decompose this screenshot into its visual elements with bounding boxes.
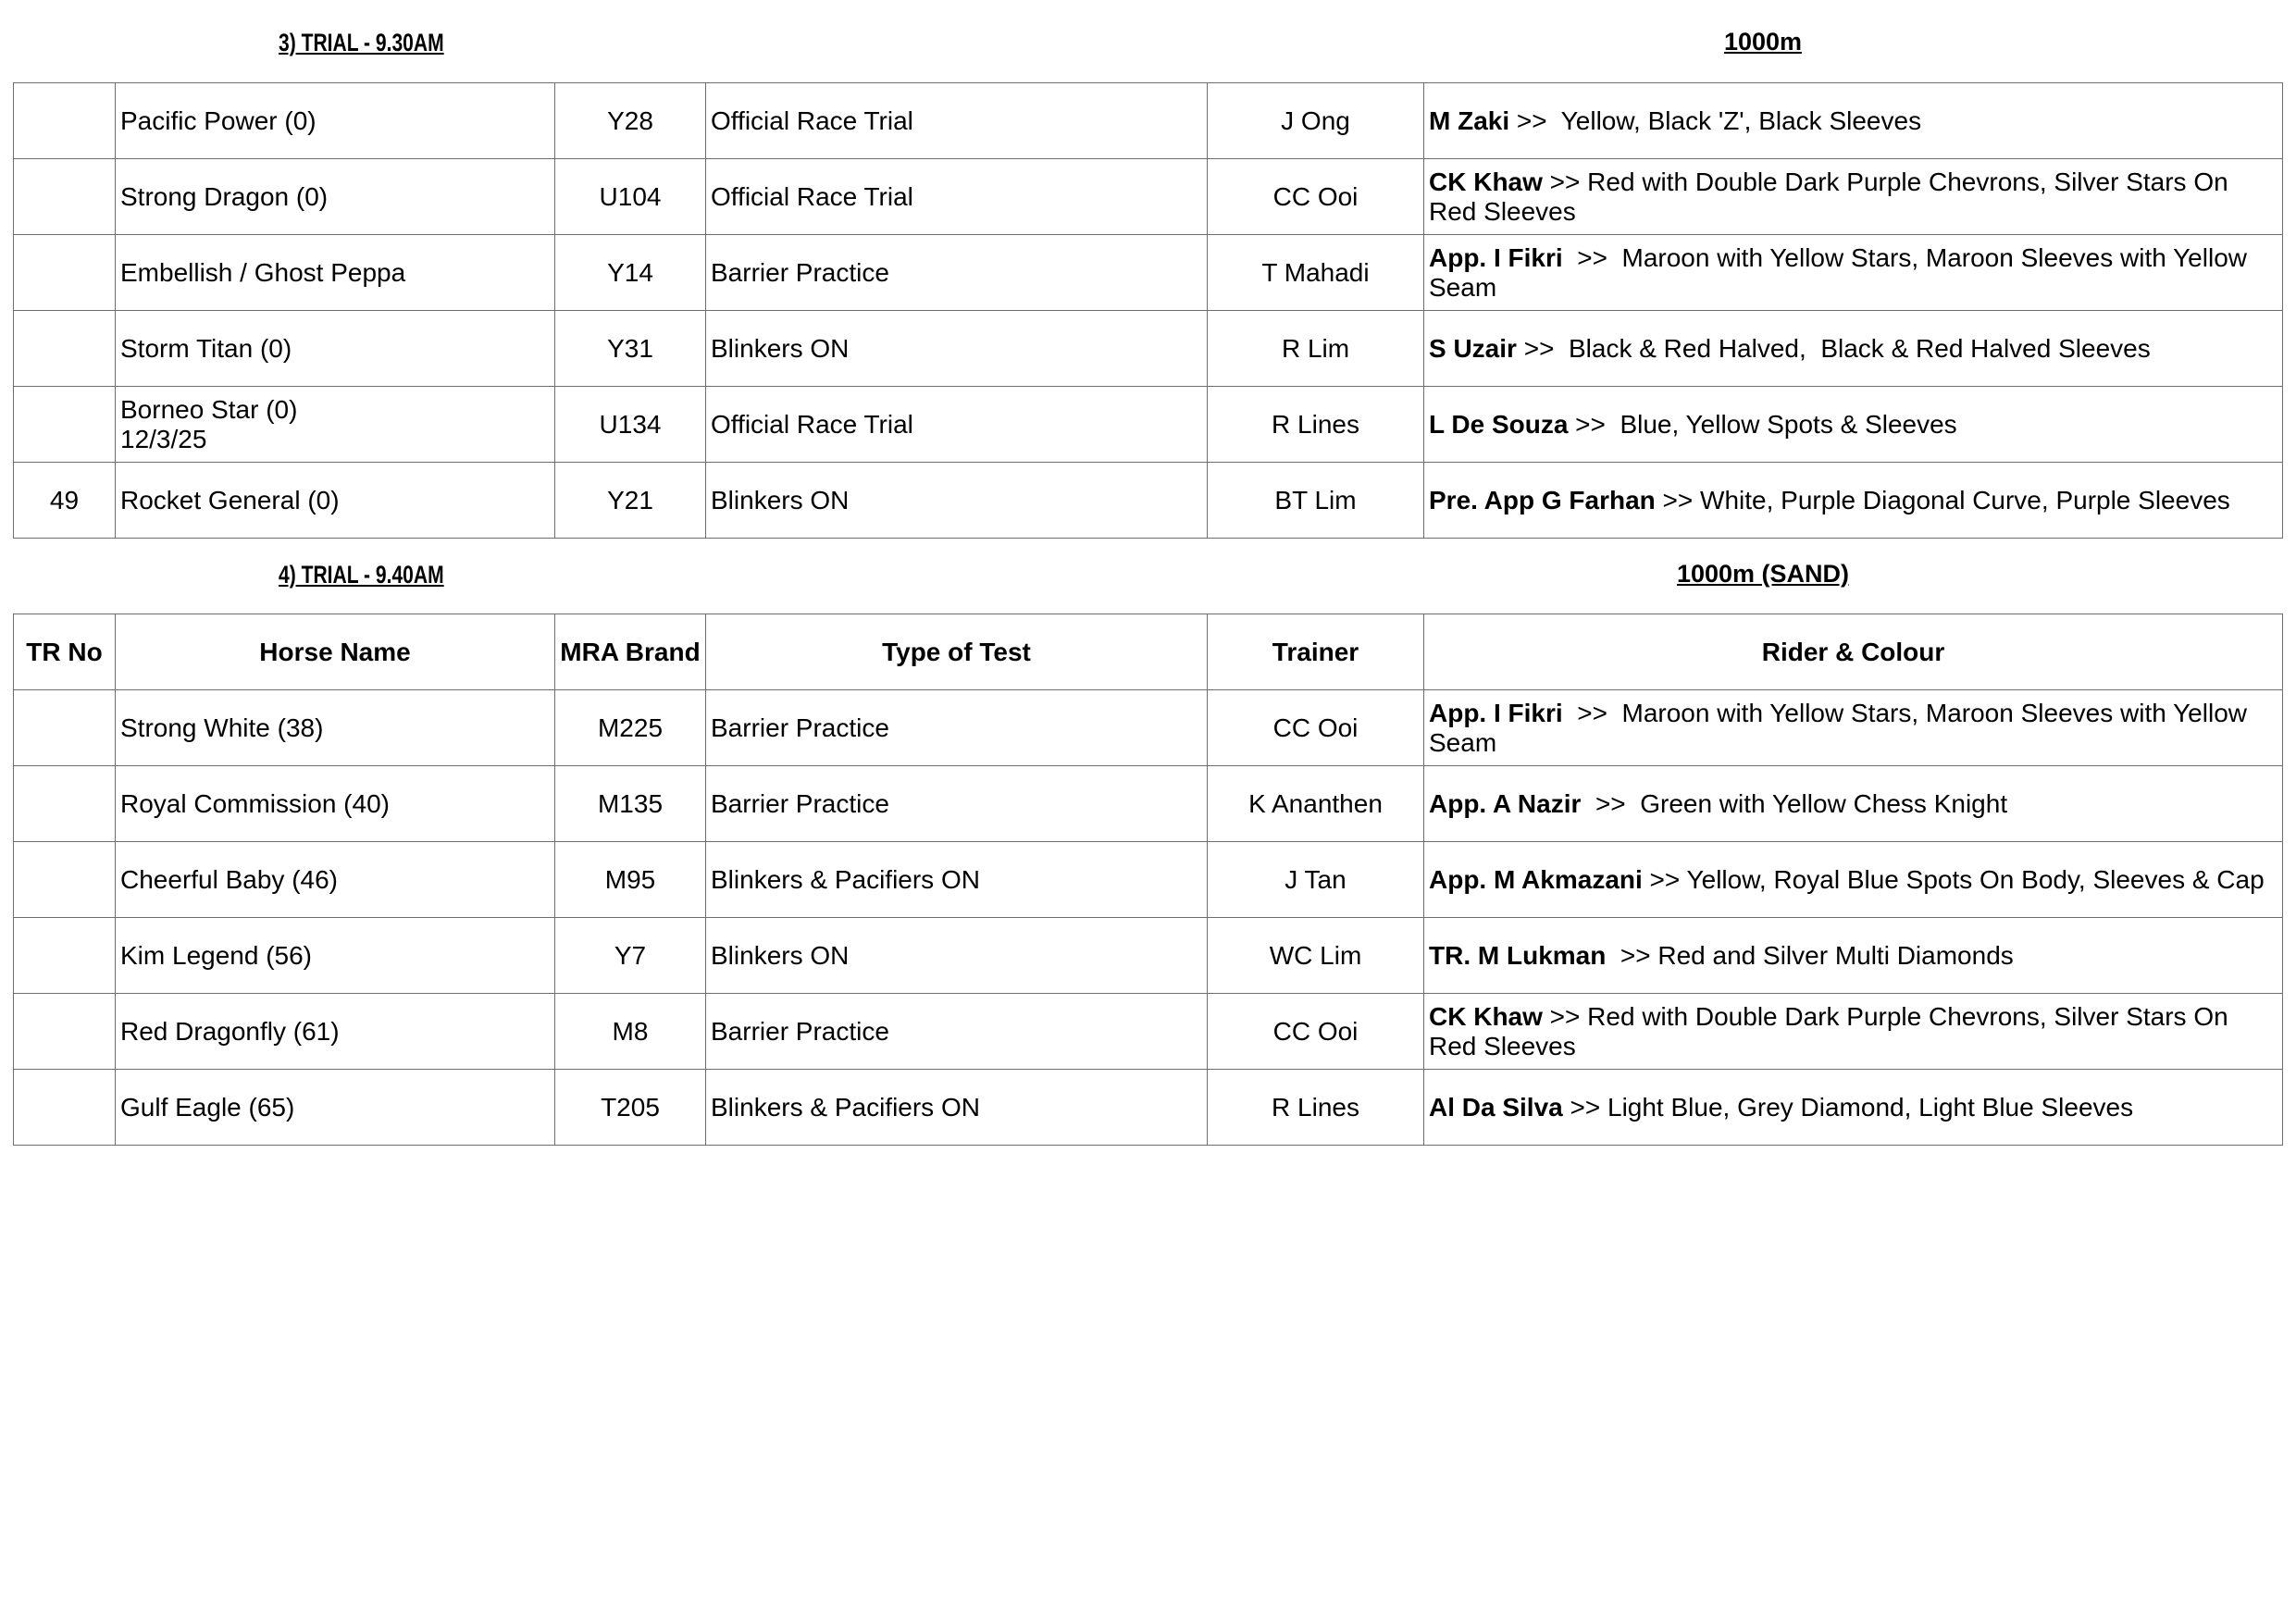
silks-colour: >> Maroon with Yellow Stars, Maroon Sleeves with Yellow Seam — [1429, 698, 2254, 757]
table-row — [14, 311, 2283, 387]
horse-name: Strong Dragon (0) — [120, 181, 329, 211]
horse-name: Embellish / Ghost Peppa — [120, 257, 406, 287]
rider-colour-cell — [1424, 918, 2283, 994]
silks-colour: >> Red and Silver Multi Diamonds — [1606, 940, 2014, 970]
mra-brand-cell: M135 — [555, 766, 706, 842]
header-trainer: Trainer — [1208, 614, 1424, 690]
header-horse-name: Horse Name — [116, 614, 555, 690]
tr-no-cell — [14, 842, 116, 918]
horse-name: Storm Titan (0) — [120, 333, 292, 363]
table-row — [14, 918, 2283, 994]
section-4-table — [13, 614, 2283, 1146]
silks-colour: >> Red with Double Dark Purple Chevrons, Silver Stars On Red Sleeves — [1429, 167, 2236, 226]
mra-brand-cell: Y14 — [555, 235, 706, 311]
horse-name-cell — [116, 463, 555, 539]
tr-no-cell — [14, 918, 116, 994]
trainer-cell: R Lines — [1208, 1070, 1424, 1146]
mra-brand-cell: Y7 — [555, 918, 706, 994]
tr-no-cell — [14, 1070, 116, 1146]
horse-name: Cheerful Baby (46) — [120, 864, 339, 894]
type-of-test-cell: Barrier Practice — [706, 766, 1208, 842]
trainer-cell: J Ong — [1208, 83, 1424, 159]
horse-name: Royal Commission (40) — [120, 788, 390, 818]
tr-no-cell — [14, 159, 116, 235]
mra-brand-cell: U134 — [555, 387, 706, 463]
rider-name: L De Souza — [1429, 409, 1569, 439]
rider-colour-cell — [1424, 842, 2283, 918]
trainer-cell: J Tan — [1208, 842, 1424, 918]
type-of-test-cell: Barrier Practice — [706, 994, 1208, 1070]
rider-name: S Uzair — [1429, 333, 1517, 363]
table-row — [14, 994, 2283, 1070]
silks-colour: >> Yellow, Royal Blue Spots On Body, Sleeves & Cap — [1642, 864, 2265, 894]
section-3-table — [13, 82, 2283, 539]
rider-colour-cell — [1424, 994, 2283, 1070]
mra-brand-cell: T205 — [555, 1070, 706, 1146]
mra-brand-cell: U104 — [555, 159, 706, 235]
horse-name: Pacific Power (0) — [120, 105, 316, 135]
horse-name: Strong White (38) — [120, 713, 324, 742]
trainer-cell: T Mahadi — [1208, 235, 1424, 311]
section-4-distance: 1000m (SAND) — [1676, 560, 1850, 588]
tr-no-cell — [14, 994, 116, 1070]
silks-colour: >> Blue, Yellow Spots & Sleeves — [1568, 409, 1957, 439]
table-row — [14, 1070, 2283, 1146]
table-row — [14, 690, 2283, 766]
trainer-cell: CC Ooi — [1208, 159, 1424, 235]
horse-name-cell — [116, 918, 555, 994]
section-3-title: 3) TRIAL - 9.30AM — [279, 29, 444, 56]
table-row — [14, 83, 2283, 159]
rider-name: App. M Akmazani — [1429, 864, 1643, 894]
rider-colour-cell — [1424, 1070, 2283, 1146]
type-of-test-cell: Blinkers ON — [706, 918, 1208, 994]
mra-brand-cell: Y31 — [555, 311, 706, 387]
horse-name-cell — [116, 766, 555, 842]
silks-colour: >> Maroon with Yellow Stars, Maroon Sleeves with Yellow Seam — [1429, 242, 2254, 302]
tr-no-cell — [14, 235, 116, 311]
type-of-test-cell: Official Race Trial — [706, 387, 1208, 463]
rider-colour-cell — [1424, 159, 2283, 235]
horse-name-cell — [116, 387, 555, 463]
mra-brand-cell: M8 — [555, 994, 706, 1070]
rider-name: Pre. App G Farhan — [1429, 485, 1656, 514]
trainer-cell: K Ananthen — [1208, 766, 1424, 842]
type-of-test-cell: Blinkers & Pacifiers ON — [706, 1070, 1208, 1146]
type-of-test-cell: Blinkers & Pacifiers ON — [706, 842, 1208, 918]
table-row — [14, 766, 2283, 842]
type-of-test-cell: Barrier Practice — [706, 690, 1208, 766]
silks-colour: >> Yellow, Black 'Z', Black Sleeves — [1509, 105, 1922, 135]
type-of-test-cell: Official Race Trial — [706, 83, 1208, 159]
table-row — [14, 463, 2283, 539]
tr-no-cell — [14, 766, 116, 842]
horse-name-cell — [116, 1070, 555, 1146]
header-type-of-test: Type of Test — [706, 614, 1208, 690]
rider-name: CK Khaw — [1429, 1001, 1543, 1031]
mra-brand-cell: M95 — [555, 842, 706, 918]
horse-name-cell — [116, 842, 555, 918]
silks-colour: >> White, Purple Diagonal Curve, Purple Sleeves — [1655, 485, 2230, 514]
section-3-distance: 1000m — [1723, 28, 1803, 56]
trainer-cell: BT Lim — [1208, 463, 1424, 539]
trainer-cell: WC Lim — [1208, 918, 1424, 994]
horse-note: 12/3/25 — [120, 424, 207, 453]
horse-name: Borneo Star (0) — [120, 394, 298, 424]
type-of-test-cell: Official Race Trial — [706, 159, 1208, 235]
mra-brand-cell: M225 — [555, 690, 706, 766]
horse-name-cell — [116, 159, 555, 235]
type-of-test-cell: Blinkers ON — [706, 463, 1208, 539]
tr-no-cell — [14, 83, 116, 159]
rider-colour-cell — [1424, 766, 2283, 842]
horse-name: Red Dragonfly (61) — [120, 1016, 340, 1046]
header-mra-brand: MRA Brand — [555, 614, 706, 690]
header-tr-no: TR No — [14, 614, 116, 690]
trainer-cell: R Lines — [1208, 387, 1424, 463]
rider-colour-cell — [1424, 690, 2283, 766]
header-row — [14, 614, 2283, 690]
table-row — [14, 235, 2283, 311]
header-rider-colour: Rider & Colour — [1424, 614, 2283, 690]
silks-colour: >> Black & Red Halved, Black & Red Halved Sleeves — [1516, 333, 2151, 363]
horse-name-cell — [116, 690, 555, 766]
rider-colour-cell — [1424, 83, 2283, 159]
horse-name-cell — [116, 311, 555, 387]
rider-name: M Zaki — [1429, 105, 1510, 135]
mra-brand-cell: Y28 — [555, 83, 706, 159]
type-of-test-cell: Blinkers ON — [706, 311, 1208, 387]
rider-name: Al Da Silva — [1429, 1092, 1563, 1122]
tr-no-cell — [14, 387, 116, 463]
horse-name-cell — [116, 994, 555, 1070]
type-of-test-cell: Barrier Practice — [706, 235, 1208, 311]
rider-name: App. I Fikri — [1429, 698, 1563, 727]
horse-name-cell — [116, 235, 555, 311]
rider-name: App. I Fikri — [1429, 242, 1563, 272]
trainer-cell: CC Ooi — [1208, 994, 1424, 1070]
rider-name: App. A Nazir — [1429, 788, 1582, 818]
rider-colour-cell — [1424, 235, 2283, 311]
rider-colour-cell — [1424, 463, 2283, 539]
table-row — [14, 387, 2283, 463]
silks-colour: >> Light Blue, Grey Diamond, Light Blue Sleeves — [1562, 1092, 2134, 1122]
tr-no-cell — [14, 690, 116, 766]
trainer-cell: R Lim — [1208, 311, 1424, 387]
trainer-cell: CC Ooi — [1208, 690, 1424, 766]
horse-name: Gulf Eagle (65) — [120, 1092, 295, 1122]
mra-brand-cell: Y21 — [555, 463, 706, 539]
tr-no-cell — [14, 311, 116, 387]
silks-colour: >> Green with Yellow Chess Knight — [1581, 788, 2008, 818]
tr-no-cell: 49 — [14, 463, 116, 539]
horse-name-cell — [116, 83, 555, 159]
horse-name: Rocket General (0) — [120, 485, 340, 514]
rider-colour-cell — [1424, 387, 2283, 463]
table-row — [14, 842, 2283, 918]
horse-name: Kim Legend (56) — [120, 940, 313, 970]
rider-colour-cell — [1424, 311, 2283, 387]
section-4-title: 4) TRIAL - 9.40AM — [279, 561, 444, 589]
rider-name: CK Khaw — [1429, 167, 1543, 196]
silks-colour: >> Red with Double Dark Purple Chevrons, Silver Stars On Red Sleeves — [1429, 1001, 2236, 1060]
rider-name: TR. M Lukman — [1429, 940, 1607, 970]
table-row — [14, 159, 2283, 235]
